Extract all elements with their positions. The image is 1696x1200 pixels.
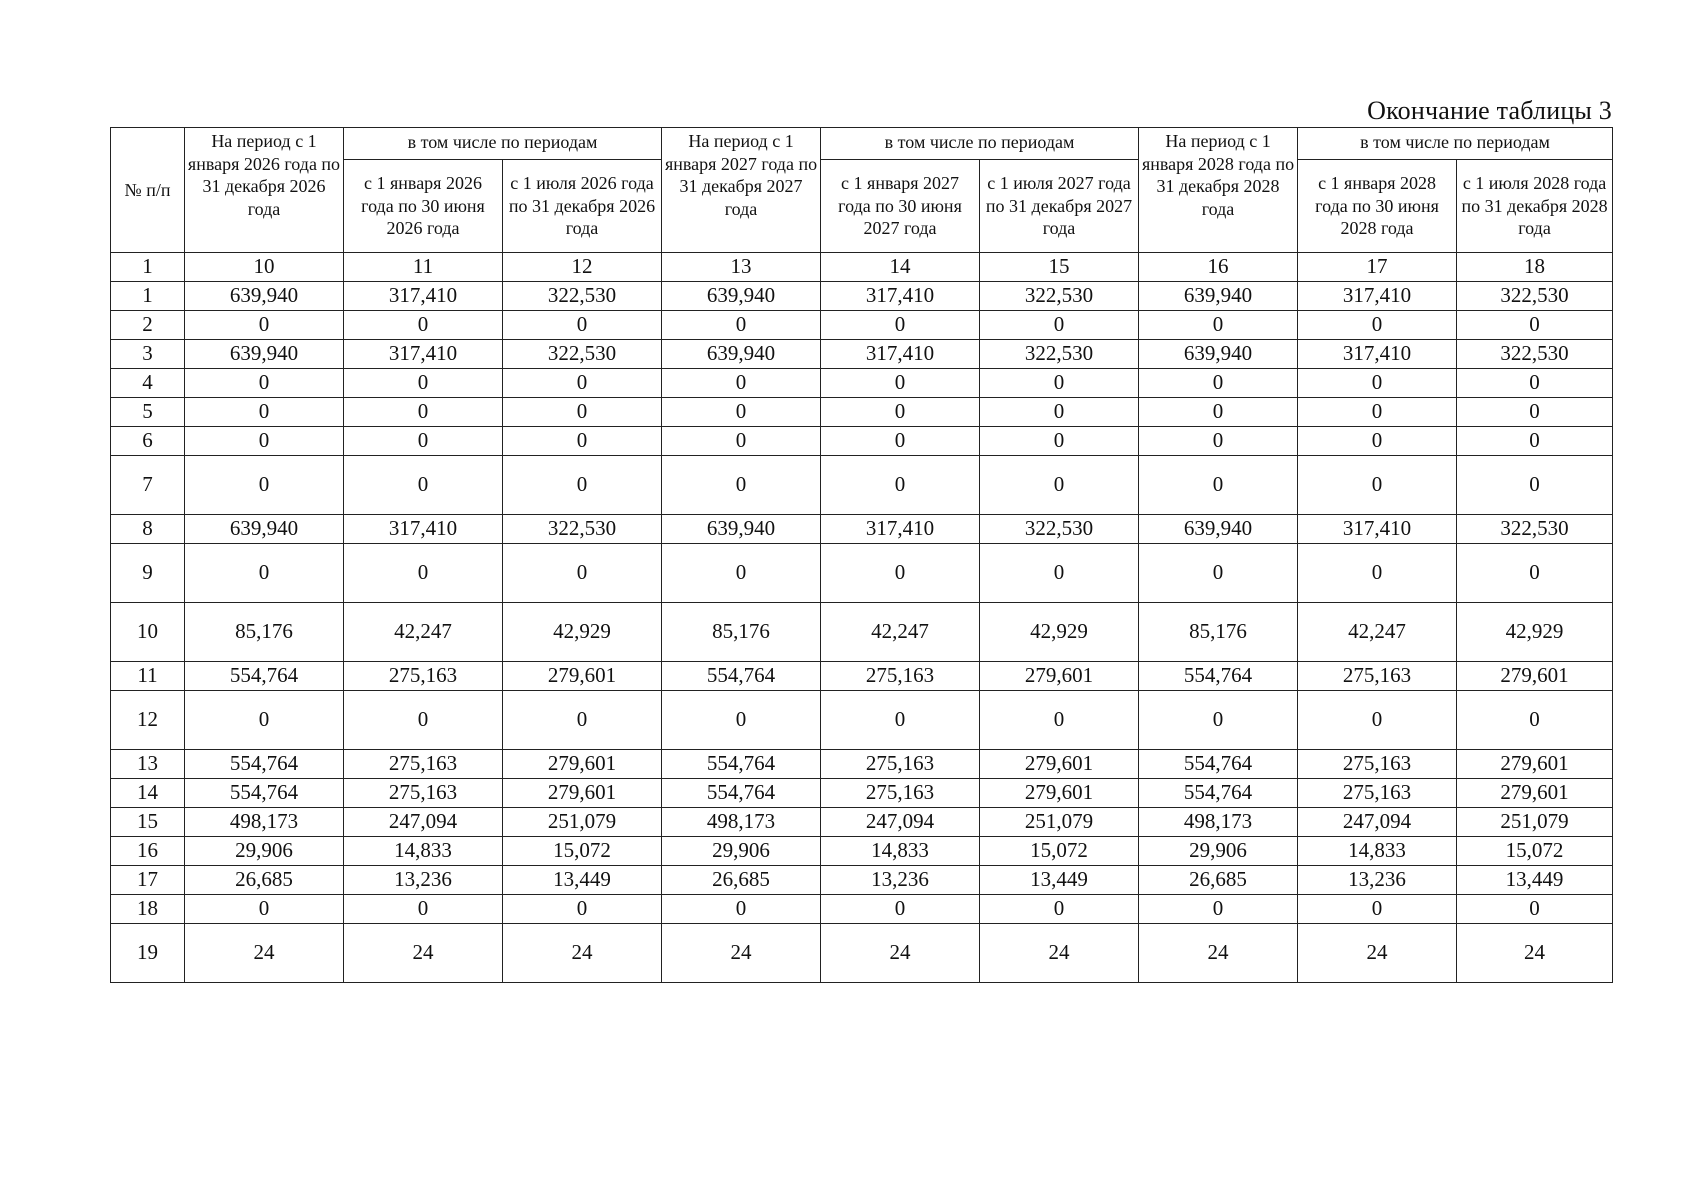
row-number-cell: 10 bbox=[111, 603, 185, 662]
value-cell: 251,079 bbox=[1457, 808, 1613, 837]
value-cell: 639,940 bbox=[1139, 340, 1298, 369]
column-number-row bbox=[111, 253, 1613, 282]
value-cell: 247,094 bbox=[344, 808, 503, 837]
column-number: 15 bbox=[980, 253, 1139, 282]
value-cell: 0 bbox=[980, 398, 1139, 427]
value-cell: 251,079 bbox=[503, 808, 662, 837]
value-cell: 275,163 bbox=[1298, 662, 1457, 691]
table-row bbox=[111, 340, 1613, 369]
value-cell: 498,173 bbox=[1139, 808, 1298, 837]
value-cell: 15,072 bbox=[980, 837, 1139, 866]
table-row bbox=[111, 369, 1613, 398]
header-h1-2027: с 1 января 2027 года по 30 июня 2027 года bbox=[821, 160, 980, 253]
value-cell: 29,906 bbox=[185, 837, 344, 866]
value-cell: 317,410 bbox=[821, 282, 980, 311]
value-cell: 317,410 bbox=[344, 282, 503, 311]
value-cell: 0 bbox=[503, 398, 662, 427]
header-h1-2026: с 1 января 2026 года по 30 июня 2026 года bbox=[344, 160, 503, 253]
value-cell: 0 bbox=[821, 311, 980, 340]
row-number-cell: 13 bbox=[111, 750, 185, 779]
value-cell: 0 bbox=[1457, 544, 1613, 603]
table-body bbox=[111, 282, 1613, 983]
value-cell: 0 bbox=[662, 369, 821, 398]
header-group-2027: в том числе по периодам bbox=[821, 128, 1139, 160]
value-cell: 554,764 bbox=[185, 779, 344, 808]
value-cell: 498,173 bbox=[185, 808, 344, 837]
value-cell: 0 bbox=[344, 895, 503, 924]
value-cell: 0 bbox=[344, 427, 503, 456]
value-cell: 24 bbox=[1298, 924, 1457, 983]
value-cell: 554,764 bbox=[662, 779, 821, 808]
header-group-2026: в том числе по периодам bbox=[344, 128, 662, 160]
value-cell: 13,236 bbox=[821, 866, 980, 895]
value-cell: 13,236 bbox=[344, 866, 503, 895]
value-cell: 279,601 bbox=[980, 750, 1139, 779]
value-cell: 85,176 bbox=[662, 603, 821, 662]
row-number-cell: 3 bbox=[111, 340, 185, 369]
value-cell: 275,163 bbox=[1298, 779, 1457, 808]
value-cell: 0 bbox=[1298, 895, 1457, 924]
value-cell: 13,236 bbox=[1298, 866, 1457, 895]
value-cell: 639,940 bbox=[185, 282, 344, 311]
value-cell: 554,764 bbox=[185, 662, 344, 691]
row-number-cell: 16 bbox=[111, 837, 185, 866]
value-cell: 275,163 bbox=[344, 662, 503, 691]
value-cell: 322,530 bbox=[1457, 515, 1613, 544]
column-number: 16 bbox=[1139, 253, 1298, 282]
header-period-2026: На период с 1 января 2026 года по 31 декабря 2026 года bbox=[185, 128, 344, 253]
header-group-2028: в том числе по периодам bbox=[1298, 128, 1613, 160]
value-cell: 0 bbox=[503, 369, 662, 398]
table-row bbox=[111, 895, 1613, 924]
value-cell: 42,247 bbox=[1298, 603, 1457, 662]
value-cell: 85,176 bbox=[1139, 603, 1298, 662]
value-cell: 0 bbox=[1139, 544, 1298, 603]
value-cell: 24 bbox=[344, 924, 503, 983]
value-cell: 24 bbox=[980, 924, 1139, 983]
value-cell: 0 bbox=[185, 311, 344, 340]
row-number-cell: 4 bbox=[111, 369, 185, 398]
value-cell: 0 bbox=[1298, 369, 1457, 398]
value-cell: 14,833 bbox=[821, 837, 980, 866]
value-cell: 26,685 bbox=[185, 866, 344, 895]
value-cell: 0 bbox=[1139, 369, 1298, 398]
value-cell: 275,163 bbox=[821, 662, 980, 691]
column-number: 10 bbox=[185, 253, 344, 282]
data-table bbox=[110, 127, 1613, 983]
value-cell: 0 bbox=[980, 427, 1139, 456]
header-period-2028: На период с 1 января 2028 года по 31 декабря 2028 года bbox=[1139, 128, 1298, 253]
value-cell: 0 bbox=[185, 369, 344, 398]
value-cell: 0 bbox=[1298, 691, 1457, 750]
row-number-cell: 7 bbox=[111, 456, 185, 515]
value-cell: 14,833 bbox=[1298, 837, 1457, 866]
value-cell: 42,929 bbox=[980, 603, 1139, 662]
table-row bbox=[111, 311, 1613, 340]
value-cell: 0 bbox=[344, 691, 503, 750]
column-number: 14 bbox=[821, 253, 980, 282]
row-number-cell: 2 bbox=[111, 311, 185, 340]
value-cell: 0 bbox=[185, 691, 344, 750]
value-cell: 639,940 bbox=[185, 515, 344, 544]
value-cell: 0 bbox=[662, 895, 821, 924]
value-cell: 322,530 bbox=[980, 340, 1139, 369]
row-number-cell: 15 bbox=[111, 808, 185, 837]
value-cell: 317,410 bbox=[1298, 340, 1457, 369]
value-cell: 275,163 bbox=[821, 779, 980, 808]
value-cell: 0 bbox=[344, 398, 503, 427]
value-cell: 322,530 bbox=[503, 282, 662, 311]
value-cell: 554,764 bbox=[662, 750, 821, 779]
value-cell: 42,247 bbox=[821, 603, 980, 662]
value-cell: 279,601 bbox=[980, 779, 1139, 808]
value-cell: 317,410 bbox=[344, 340, 503, 369]
value-cell: 0 bbox=[185, 895, 344, 924]
value-cell: 24 bbox=[185, 924, 344, 983]
value-cell: 0 bbox=[503, 311, 662, 340]
table-row bbox=[111, 779, 1613, 808]
value-cell: 0 bbox=[185, 398, 344, 427]
table-row bbox=[111, 515, 1613, 544]
row-number-cell: 8 bbox=[111, 515, 185, 544]
value-cell: 554,764 bbox=[662, 662, 821, 691]
value-cell: 639,940 bbox=[662, 340, 821, 369]
column-number: 18 bbox=[1457, 253, 1613, 282]
value-cell: 317,410 bbox=[1298, 515, 1457, 544]
value-cell: 24 bbox=[1457, 924, 1613, 983]
value-cell: 0 bbox=[1139, 456, 1298, 515]
value-cell: 26,685 bbox=[1139, 866, 1298, 895]
value-cell: 0 bbox=[344, 456, 503, 515]
value-cell: 322,530 bbox=[503, 340, 662, 369]
value-cell: 279,601 bbox=[503, 750, 662, 779]
row-number-cell: 17 bbox=[111, 866, 185, 895]
table-row bbox=[111, 427, 1613, 456]
value-cell: 26,685 bbox=[662, 866, 821, 895]
value-cell: 0 bbox=[1298, 427, 1457, 456]
header-row-number: № п/п bbox=[111, 128, 185, 253]
value-cell: 42,247 bbox=[344, 603, 503, 662]
value-cell: 275,163 bbox=[344, 779, 503, 808]
value-cell: 322,530 bbox=[1457, 340, 1613, 369]
value-cell: 554,764 bbox=[185, 750, 344, 779]
value-cell: 279,601 bbox=[503, 779, 662, 808]
value-cell: 0 bbox=[1457, 895, 1613, 924]
value-cell: 317,410 bbox=[1298, 282, 1457, 311]
value-cell: 317,410 bbox=[821, 515, 980, 544]
column-number: 17 bbox=[1298, 253, 1457, 282]
value-cell: 0 bbox=[185, 427, 344, 456]
value-cell: 0 bbox=[1139, 427, 1298, 456]
value-cell: 0 bbox=[1139, 895, 1298, 924]
value-cell: 275,163 bbox=[1298, 750, 1457, 779]
table-row bbox=[111, 750, 1613, 779]
value-cell: 0 bbox=[1298, 456, 1457, 515]
row-number-cell: 9 bbox=[111, 544, 185, 603]
header-h2-2027: с 1 июля 2027 года по 31 декабря 2027 года bbox=[980, 160, 1139, 253]
value-cell: 317,410 bbox=[344, 515, 503, 544]
value-cell: 13,449 bbox=[1457, 866, 1613, 895]
value-cell: 0 bbox=[185, 544, 344, 603]
value-cell: 0 bbox=[1457, 398, 1613, 427]
value-cell: 0 bbox=[1139, 311, 1298, 340]
value-cell: 251,079 bbox=[980, 808, 1139, 837]
value-cell: 0 bbox=[1457, 456, 1613, 515]
value-cell: 639,940 bbox=[185, 340, 344, 369]
value-cell: 24 bbox=[662, 924, 821, 983]
column-number: 11 bbox=[344, 253, 503, 282]
value-cell: 639,940 bbox=[662, 515, 821, 544]
value-cell: 29,906 bbox=[662, 837, 821, 866]
value-cell: 322,530 bbox=[980, 515, 1139, 544]
value-cell: 639,940 bbox=[1139, 282, 1298, 311]
value-cell: 0 bbox=[662, 691, 821, 750]
value-cell: 0 bbox=[503, 456, 662, 515]
value-cell: 275,163 bbox=[344, 750, 503, 779]
value-cell: 0 bbox=[503, 427, 662, 456]
value-cell: 0 bbox=[821, 544, 980, 603]
value-cell: 0 bbox=[503, 895, 662, 924]
value-cell: 639,940 bbox=[1139, 515, 1298, 544]
value-cell: 0 bbox=[662, 398, 821, 427]
value-cell: 0 bbox=[980, 369, 1139, 398]
value-cell: 322,530 bbox=[1457, 282, 1613, 311]
value-cell: 0 bbox=[185, 456, 344, 515]
table-row bbox=[111, 544, 1613, 603]
header-h1-2028: с 1 января 2028 года по 30 июня 2028 года bbox=[1298, 160, 1457, 253]
value-cell: 24 bbox=[821, 924, 980, 983]
value-cell: 24 bbox=[503, 924, 662, 983]
value-cell: 0 bbox=[662, 427, 821, 456]
value-cell: 0 bbox=[344, 369, 503, 398]
table-row bbox=[111, 398, 1613, 427]
row-number-cell: 18 bbox=[111, 895, 185, 924]
table-row bbox=[111, 866, 1613, 895]
value-cell: 15,072 bbox=[1457, 837, 1613, 866]
value-cell: 0 bbox=[821, 369, 980, 398]
value-cell: 275,163 bbox=[821, 750, 980, 779]
value-cell: 0 bbox=[1298, 398, 1457, 427]
value-cell: 0 bbox=[821, 398, 980, 427]
table-row bbox=[111, 282, 1613, 311]
value-cell: 42,929 bbox=[503, 603, 662, 662]
value-cell: 0 bbox=[662, 456, 821, 515]
value-cell: 14,833 bbox=[344, 837, 503, 866]
value-cell: 0 bbox=[1457, 691, 1613, 750]
column-number: 1 bbox=[111, 253, 185, 282]
value-cell: 554,764 bbox=[1139, 750, 1298, 779]
row-number-cell: 12 bbox=[111, 691, 185, 750]
value-cell: 13,449 bbox=[503, 866, 662, 895]
value-cell: 0 bbox=[821, 895, 980, 924]
header-h2-2028: с 1 июля 2028 года по 31 декабря 2028 года bbox=[1457, 160, 1613, 253]
value-cell: 13,449 bbox=[980, 866, 1139, 895]
table-row bbox=[111, 456, 1613, 515]
row-number-cell: 6 bbox=[111, 427, 185, 456]
value-cell: 279,601 bbox=[1457, 662, 1613, 691]
value-cell: 0 bbox=[821, 427, 980, 456]
table-row bbox=[111, 691, 1613, 750]
row-number-cell: 11 bbox=[111, 662, 185, 691]
row-number-cell: 5 bbox=[111, 398, 185, 427]
value-cell: 0 bbox=[980, 895, 1139, 924]
value-cell: 317,410 bbox=[821, 340, 980, 369]
value-cell: 0 bbox=[1298, 544, 1457, 603]
value-cell: 29,906 bbox=[1139, 837, 1298, 866]
value-cell: 85,176 bbox=[185, 603, 344, 662]
value-cell: 279,601 bbox=[503, 662, 662, 691]
value-cell: 247,094 bbox=[1298, 808, 1457, 837]
value-cell: 0 bbox=[980, 691, 1139, 750]
value-cell: 0 bbox=[1457, 311, 1613, 340]
value-cell: 554,764 bbox=[1139, 662, 1298, 691]
value-cell: 0 bbox=[503, 691, 662, 750]
row-number-cell: 1 bbox=[111, 282, 185, 311]
table-row bbox=[111, 662, 1613, 691]
value-cell: 322,530 bbox=[980, 282, 1139, 311]
value-cell: 279,601 bbox=[980, 662, 1139, 691]
table-row bbox=[111, 924, 1613, 983]
value-cell: 0 bbox=[821, 691, 980, 750]
value-cell: 0 bbox=[1298, 311, 1457, 340]
value-cell: 0 bbox=[503, 544, 662, 603]
value-cell: 0 bbox=[662, 311, 821, 340]
value-cell: 554,764 bbox=[1139, 779, 1298, 808]
value-cell: 639,940 bbox=[662, 282, 821, 311]
row-number-cell: 14 bbox=[111, 779, 185, 808]
value-cell: 0 bbox=[1457, 369, 1613, 398]
value-cell: 0 bbox=[980, 456, 1139, 515]
value-cell: 322,530 bbox=[503, 515, 662, 544]
value-cell: 0 bbox=[1139, 691, 1298, 750]
value-cell: 42,929 bbox=[1457, 603, 1613, 662]
value-cell: 24 bbox=[1139, 924, 1298, 983]
value-cell: 498,173 bbox=[662, 808, 821, 837]
column-number: 13 bbox=[662, 253, 821, 282]
table-caption: Окончание таблицы 3 bbox=[1367, 96, 1612, 125]
value-cell: 279,601 bbox=[1457, 750, 1613, 779]
value-cell: 279,601 bbox=[1457, 779, 1613, 808]
value-cell: 0 bbox=[344, 544, 503, 603]
column-number: 12 bbox=[503, 253, 662, 282]
value-cell: 0 bbox=[980, 544, 1139, 603]
value-cell: 0 bbox=[821, 456, 980, 515]
value-cell: 0 bbox=[662, 544, 821, 603]
header-period-2027: На период с 1 января 2027 года по 31 декабря 2027 года bbox=[662, 128, 821, 253]
table-row bbox=[111, 837, 1613, 866]
value-cell: 0 bbox=[1457, 427, 1613, 456]
value-cell: 15,072 bbox=[503, 837, 662, 866]
row-number-cell: 19 bbox=[111, 924, 185, 983]
value-cell: 247,094 bbox=[821, 808, 980, 837]
value-cell: 0 bbox=[980, 311, 1139, 340]
table-row bbox=[111, 603, 1613, 662]
value-cell: 0 bbox=[1139, 398, 1298, 427]
value-cell: 0 bbox=[344, 311, 503, 340]
table-row bbox=[111, 808, 1613, 837]
header-h2-2026: с 1 июля 2026 года по 31 декабря 2026 года bbox=[503, 160, 662, 253]
